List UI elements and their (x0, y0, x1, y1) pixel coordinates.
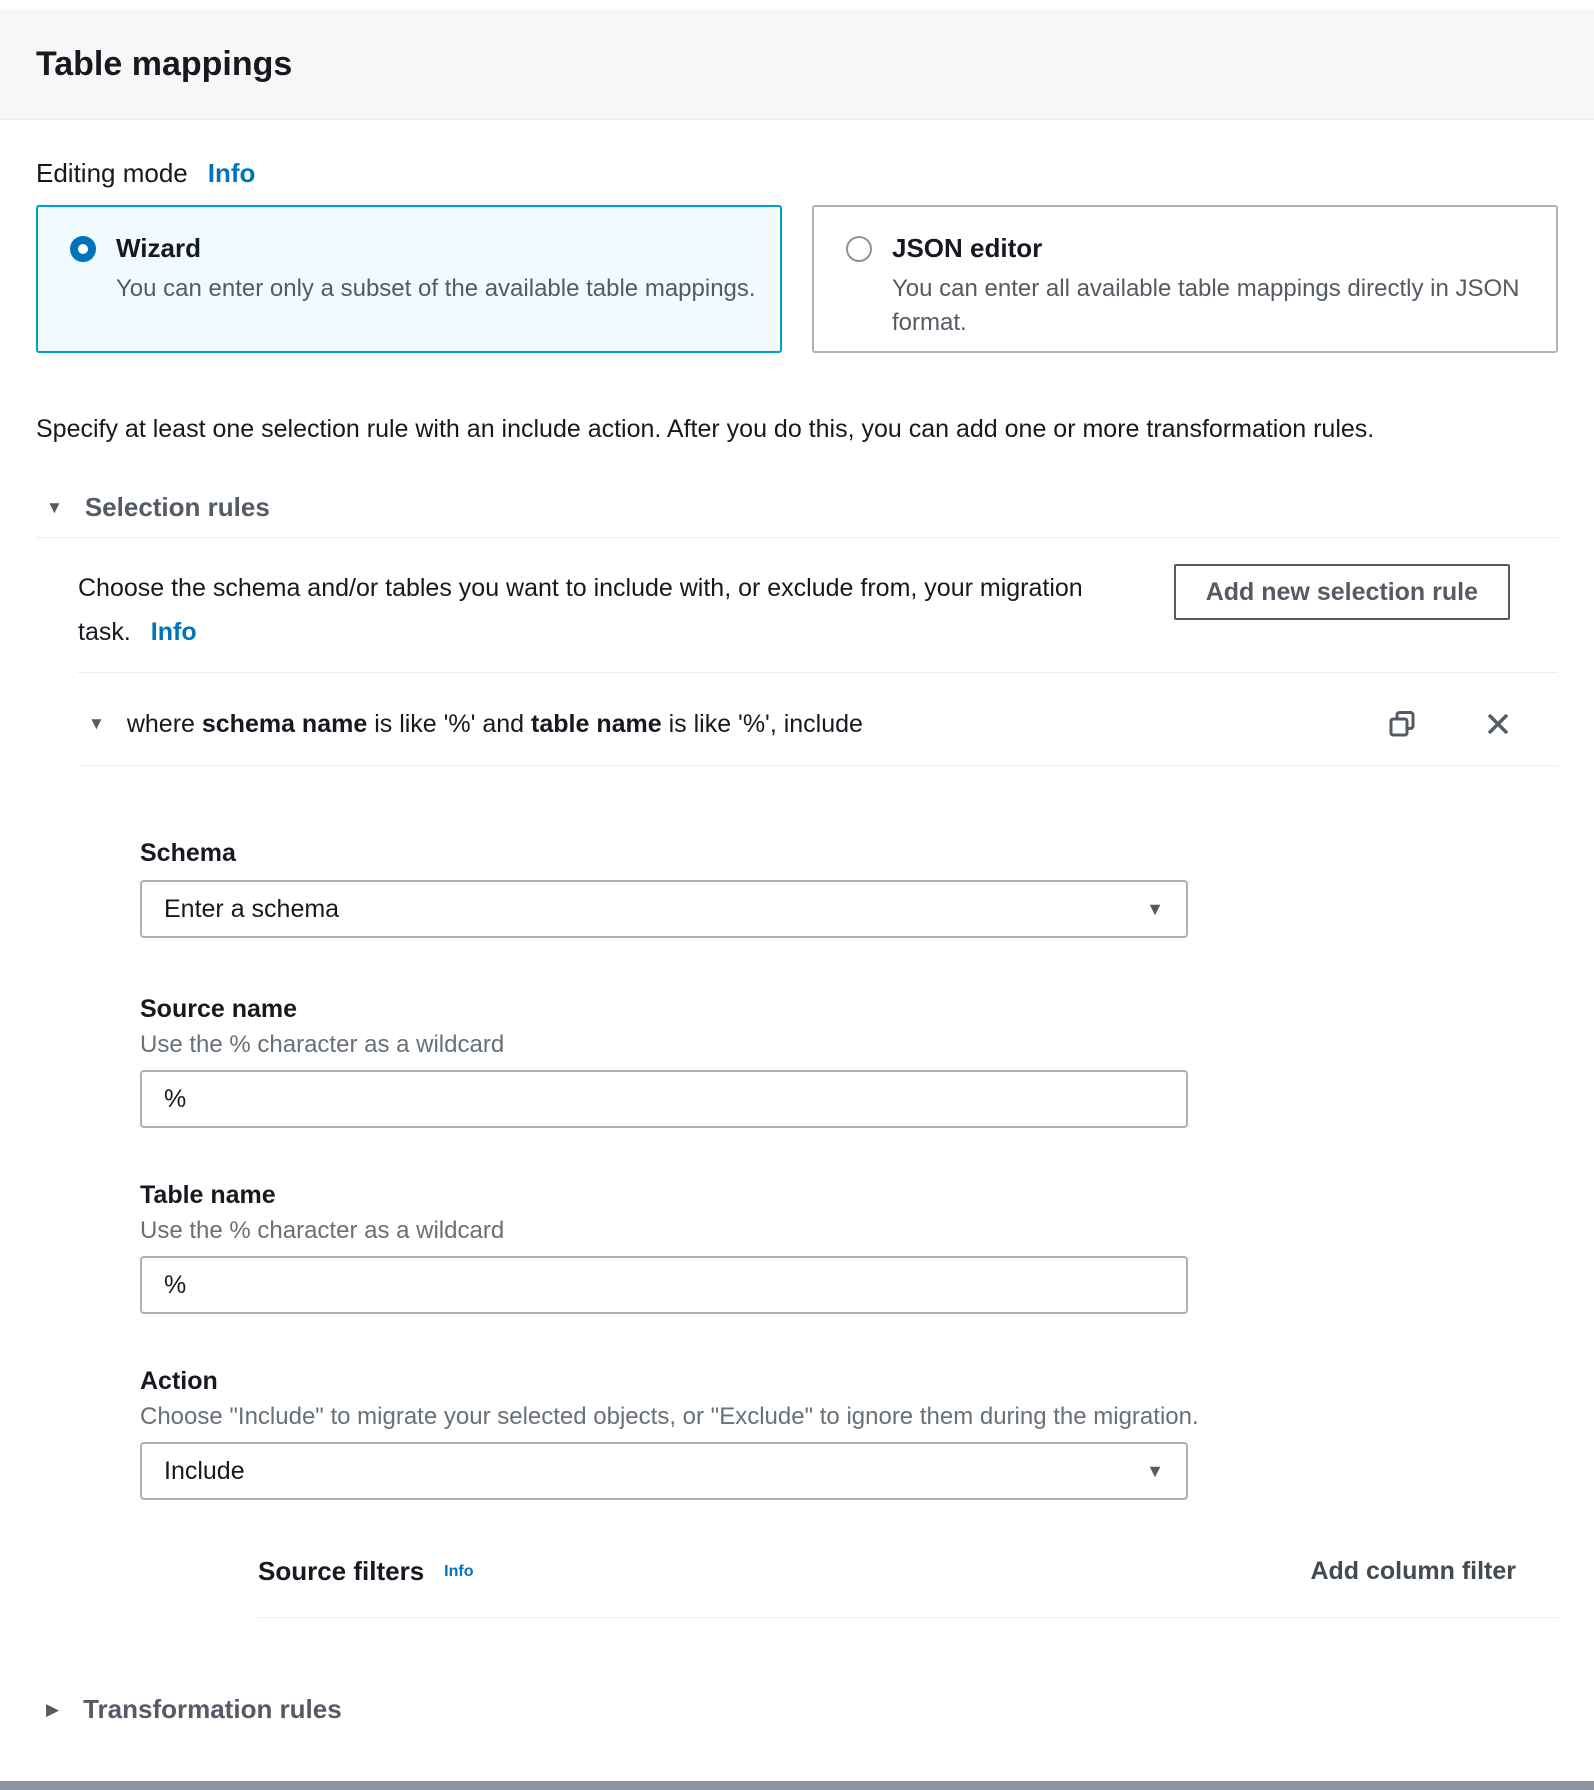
action-select[interactable] (140, 1442, 1188, 1500)
wizard-option-description: You can enter only a subset of the available table mappings. (116, 275, 756, 302)
action-select-value: Include (164, 1456, 245, 1485)
radio-selected-icon[interactable] (70, 236, 96, 262)
editing-mode-label: Editing mode (36, 158, 188, 188)
add-selection-rule-button[interactable]: Add new selection rule (1174, 564, 1510, 620)
json-editor-option-card[interactable] (812, 205, 1558, 353)
divider (78, 765, 1558, 766)
source-filters-label: Source filters (258, 1556, 425, 1586)
selection-rule-form (140, 838, 1370, 1500)
add-column-filter-button[interactable]: Add column filter (1310, 1557, 1516, 1585)
source-name-input[interactable] (140, 1070, 1188, 1128)
table-name-input[interactable] (140, 1256, 1188, 1314)
selection-rules-description: Choose the schema and/or tables you want to include with, or exclude from, your migration task. (78, 574, 1083, 646)
chevron-right-icon[interactable]: ▶ (46, 1700, 60, 1719)
editing-mode-options (36, 205, 1558, 353)
action-label: Action (140, 1367, 218, 1395)
radio-unselected-icon[interactable] (846, 236, 872, 262)
schema-select[interactable] (140, 880, 1188, 938)
divider (78, 672, 1558, 673)
action-hint: Choose "Include" to migrate your selected objects, or "Exclude" to ignore them during the migration. (140, 1403, 1199, 1430)
selection-rules-info-link[interactable]: Info (150, 618, 197, 646)
schema-label: Schema (140, 839, 236, 867)
json-editor-option-label: JSON editor (892, 233, 1043, 263)
json-editor-option-description: You can enter all available table mappings directly in JSON format. (892, 275, 1520, 336)
duplicate-rule-icon[interactable] (1387, 709, 1417, 739)
page-header (0, 10, 1594, 120)
table-name-hint: Use the % character as a wildcard (140, 1217, 505, 1244)
page-title: Table mappings (36, 45, 293, 83)
source-filters-info-link[interactable]: Info (444, 1562, 474, 1580)
divider (258, 1617, 1558, 1618)
rule-actions (1387, 709, 1513, 739)
rule-summary: where schema name is like '%' and table name is like '%', include (126, 709, 863, 738)
chevron-down-icon[interactable]: ▼ (88, 714, 105, 733)
horizontal-divider-bar (0, 1781, 1594, 1790)
selection-rule-header (78, 699, 1558, 749)
divider (36, 537, 1558, 538)
source-filters-row (258, 1556, 1558, 1587)
wizard-option-label: Wizard (116, 233, 201, 263)
editing-mode-row (36, 158, 1558, 189)
table-name-label: Table name (140, 1181, 276, 1209)
transformation-rules-section-header[interactable] (46, 1694, 1558, 1725)
source-name-hint: Use the % character as a wildcard (140, 1031, 505, 1058)
chevron-down-icon: ▼ (1146, 898, 1164, 919)
transformation-rules-title: Transformation rules (83, 1694, 342, 1724)
source-name-label: Source name (140, 995, 298, 1023)
schema-select-value: Enter a schema (164, 894, 340, 923)
chevron-down-icon: ▼ (1146, 1460, 1164, 1481)
selection-rules-description-row (78, 566, 1558, 654)
selection-rules-section-header[interactable] (46, 492, 1558, 523)
remove-rule-icon[interactable] (1483, 709, 1513, 739)
table-mappings-panel (0, 158, 1594, 1725)
editing-mode-info-link[interactable]: Info (207, 158, 256, 188)
selection-rules-title: Selection rules (84, 492, 270, 522)
selection-rules-section (36, 566, 1558, 1618)
chevron-down-icon[interactable]: ▼ (46, 498, 63, 517)
intro-text: Specify at least one selection rule with an include action. After you do this, you can add one or more transformation rules. (36, 415, 1375, 443)
wizard-option-card[interactable] (36, 205, 782, 353)
